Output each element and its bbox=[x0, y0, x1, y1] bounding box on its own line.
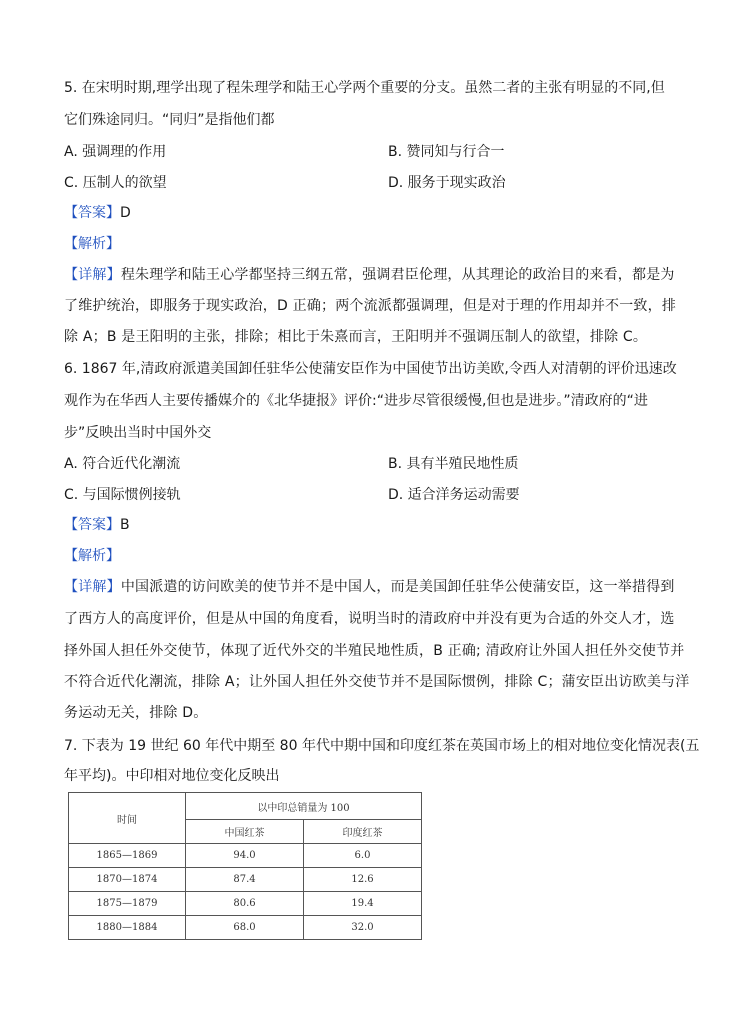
q6-option-a: A. 符合近代化潮流 bbox=[64, 456, 181, 472]
cell-period: 1865—1869 bbox=[69, 844, 186, 868]
q5-detail-line1: 【详解】程朱理学和陆王心学都坚持三纲五常，强调君臣伦理，从其理论的政治目的来看，都是为 bbox=[64, 267, 675, 283]
q5-answer bbox=[64, 203, 131, 223]
cell-china: 80.6 bbox=[186, 892, 304, 916]
q6-detail-line4: 不符合近代化潮流，排除 A；让外国人担任外交使节并不是国际惯例，排除 C；蒲安臣出访欧美与洋 bbox=[64, 674, 690, 690]
header-group: 以中印总销量为 100 bbox=[186, 793, 422, 820]
q6-detail-line1: 【详解】中国派遣的访问欧美的使节并不是中国人，而是美国卸任驻华公使蒲安臣，这一举措得到 bbox=[64, 579, 675, 595]
cell-india: 19.4 bbox=[303, 892, 421, 916]
q6-detail-line2: 了西方人的高度评价，但是从中国的角度看，说明当时的清政府中并没有更为合适的外交人才，选 bbox=[64, 611, 675, 627]
cell-period: 1880—1884 bbox=[69, 916, 186, 940]
q6-stem-line2: 观作为在华西人主要传播媒介的《北华捷报》评价:“进步尽管很缓慢,但也是进步。”清政府的“进 bbox=[64, 393, 648, 409]
q5-stem-line2: 它们殊途同归。“同归”是指他们都 bbox=[64, 112, 275, 128]
cell-china: 94.0 bbox=[186, 844, 304, 868]
q5-detail-tag: 【详解】 bbox=[64, 267, 121, 283]
q5-option-b: B. 赞同知与行合一 bbox=[388, 144, 505, 160]
table-row bbox=[69, 844, 422, 868]
cell-china: 87.4 bbox=[186, 868, 304, 892]
q6-option-d: D. 适合洋务运动需要 bbox=[388, 487, 520, 503]
q6-detail-line5: 务运动无关，排除 D。 bbox=[64, 705, 208, 721]
header-china-tea: 中国红茶 bbox=[186, 820, 304, 844]
q5-answer-value: D bbox=[120, 205, 131, 221]
q7-stem-line2: 年平均)。中印相对地位变化反映出 bbox=[64, 768, 280, 784]
q5-answer-tag: 【答案】 bbox=[64, 205, 120, 221]
q6-stem-line1: 6. 1867 年,清政府派遣美国卸任驻华公使蒲安臣作为中国使节出访美欧,令西人对清朝的评价迅速改 bbox=[64, 361, 677, 377]
q6-option-c: C. 与国际惯例接轨 bbox=[64, 487, 181, 503]
q6-answer-tag: 【答案】 bbox=[64, 517, 120, 533]
cell-china: 68.0 bbox=[186, 916, 304, 940]
q5-option-a: A. 强调理的作用 bbox=[64, 144, 167, 160]
q6-detail-tag: 【详解】 bbox=[64, 579, 121, 595]
q7-stem-line1: 7. 下表为 19 世纪 60 年代中期至 80 年代中期中国和印度红茶在英国市场上的相对地位变化情况表(五 bbox=[64, 738, 700, 754]
q5-stem-line1: 5. 在宋明时期,理学出现了程朱理学和陆王心学两个重要的分支。虽然二者的主张有明显的不同,但 bbox=[64, 80, 665, 96]
header-time: 时间 bbox=[69, 793, 186, 844]
table-row bbox=[69, 892, 422, 916]
cell-period: 1875—1879 bbox=[69, 892, 186, 916]
q6-answer bbox=[64, 515, 130, 535]
q5-detail-line3: 除 A；B 是王阳明的主张，排除；相比于朱熹而言，王阳明并不强调压制人的欲望，排除 C。 bbox=[64, 329, 648, 345]
q5-analysis-tag: 【解析】 bbox=[64, 236, 120, 252]
cell-period: 1870—1874 bbox=[69, 868, 186, 892]
header-india-tea: 印度红茶 bbox=[303, 820, 421, 844]
tea-market-table bbox=[68, 792, 422, 940]
q5-option-d: D. 服务于现实政治 bbox=[388, 175, 506, 191]
table-row bbox=[69, 868, 422, 892]
cell-india: 32.0 bbox=[303, 916, 421, 940]
cell-india: 6.0 bbox=[303, 844, 421, 868]
q6-answer-value: B bbox=[120, 517, 130, 533]
table-row bbox=[69, 916, 422, 940]
q6-option-b: B. 具有半殖民地性质 bbox=[388, 456, 519, 472]
q5-option-c: C. 压制人的欲望 bbox=[64, 175, 167, 191]
cell-india: 12.6 bbox=[303, 868, 421, 892]
table-header-row bbox=[69, 793, 422, 820]
q6-analysis-tag: 【解析】 bbox=[64, 548, 120, 564]
q6-detail-line3: 择外国人担任外交使节，体现了近代外交的半殖民地性质，B 正确; 清政府让外国人担任外交使节并 bbox=[64, 643, 685, 659]
q5-detail-line2: 了维护统治，即服务于现实政治，D 正确；两个流派都强调理，但是对于理的作用却并不一致，排 bbox=[64, 298, 677, 314]
q6-stem-line3: 步”反映出当时中国外交 bbox=[64, 425, 212, 441]
